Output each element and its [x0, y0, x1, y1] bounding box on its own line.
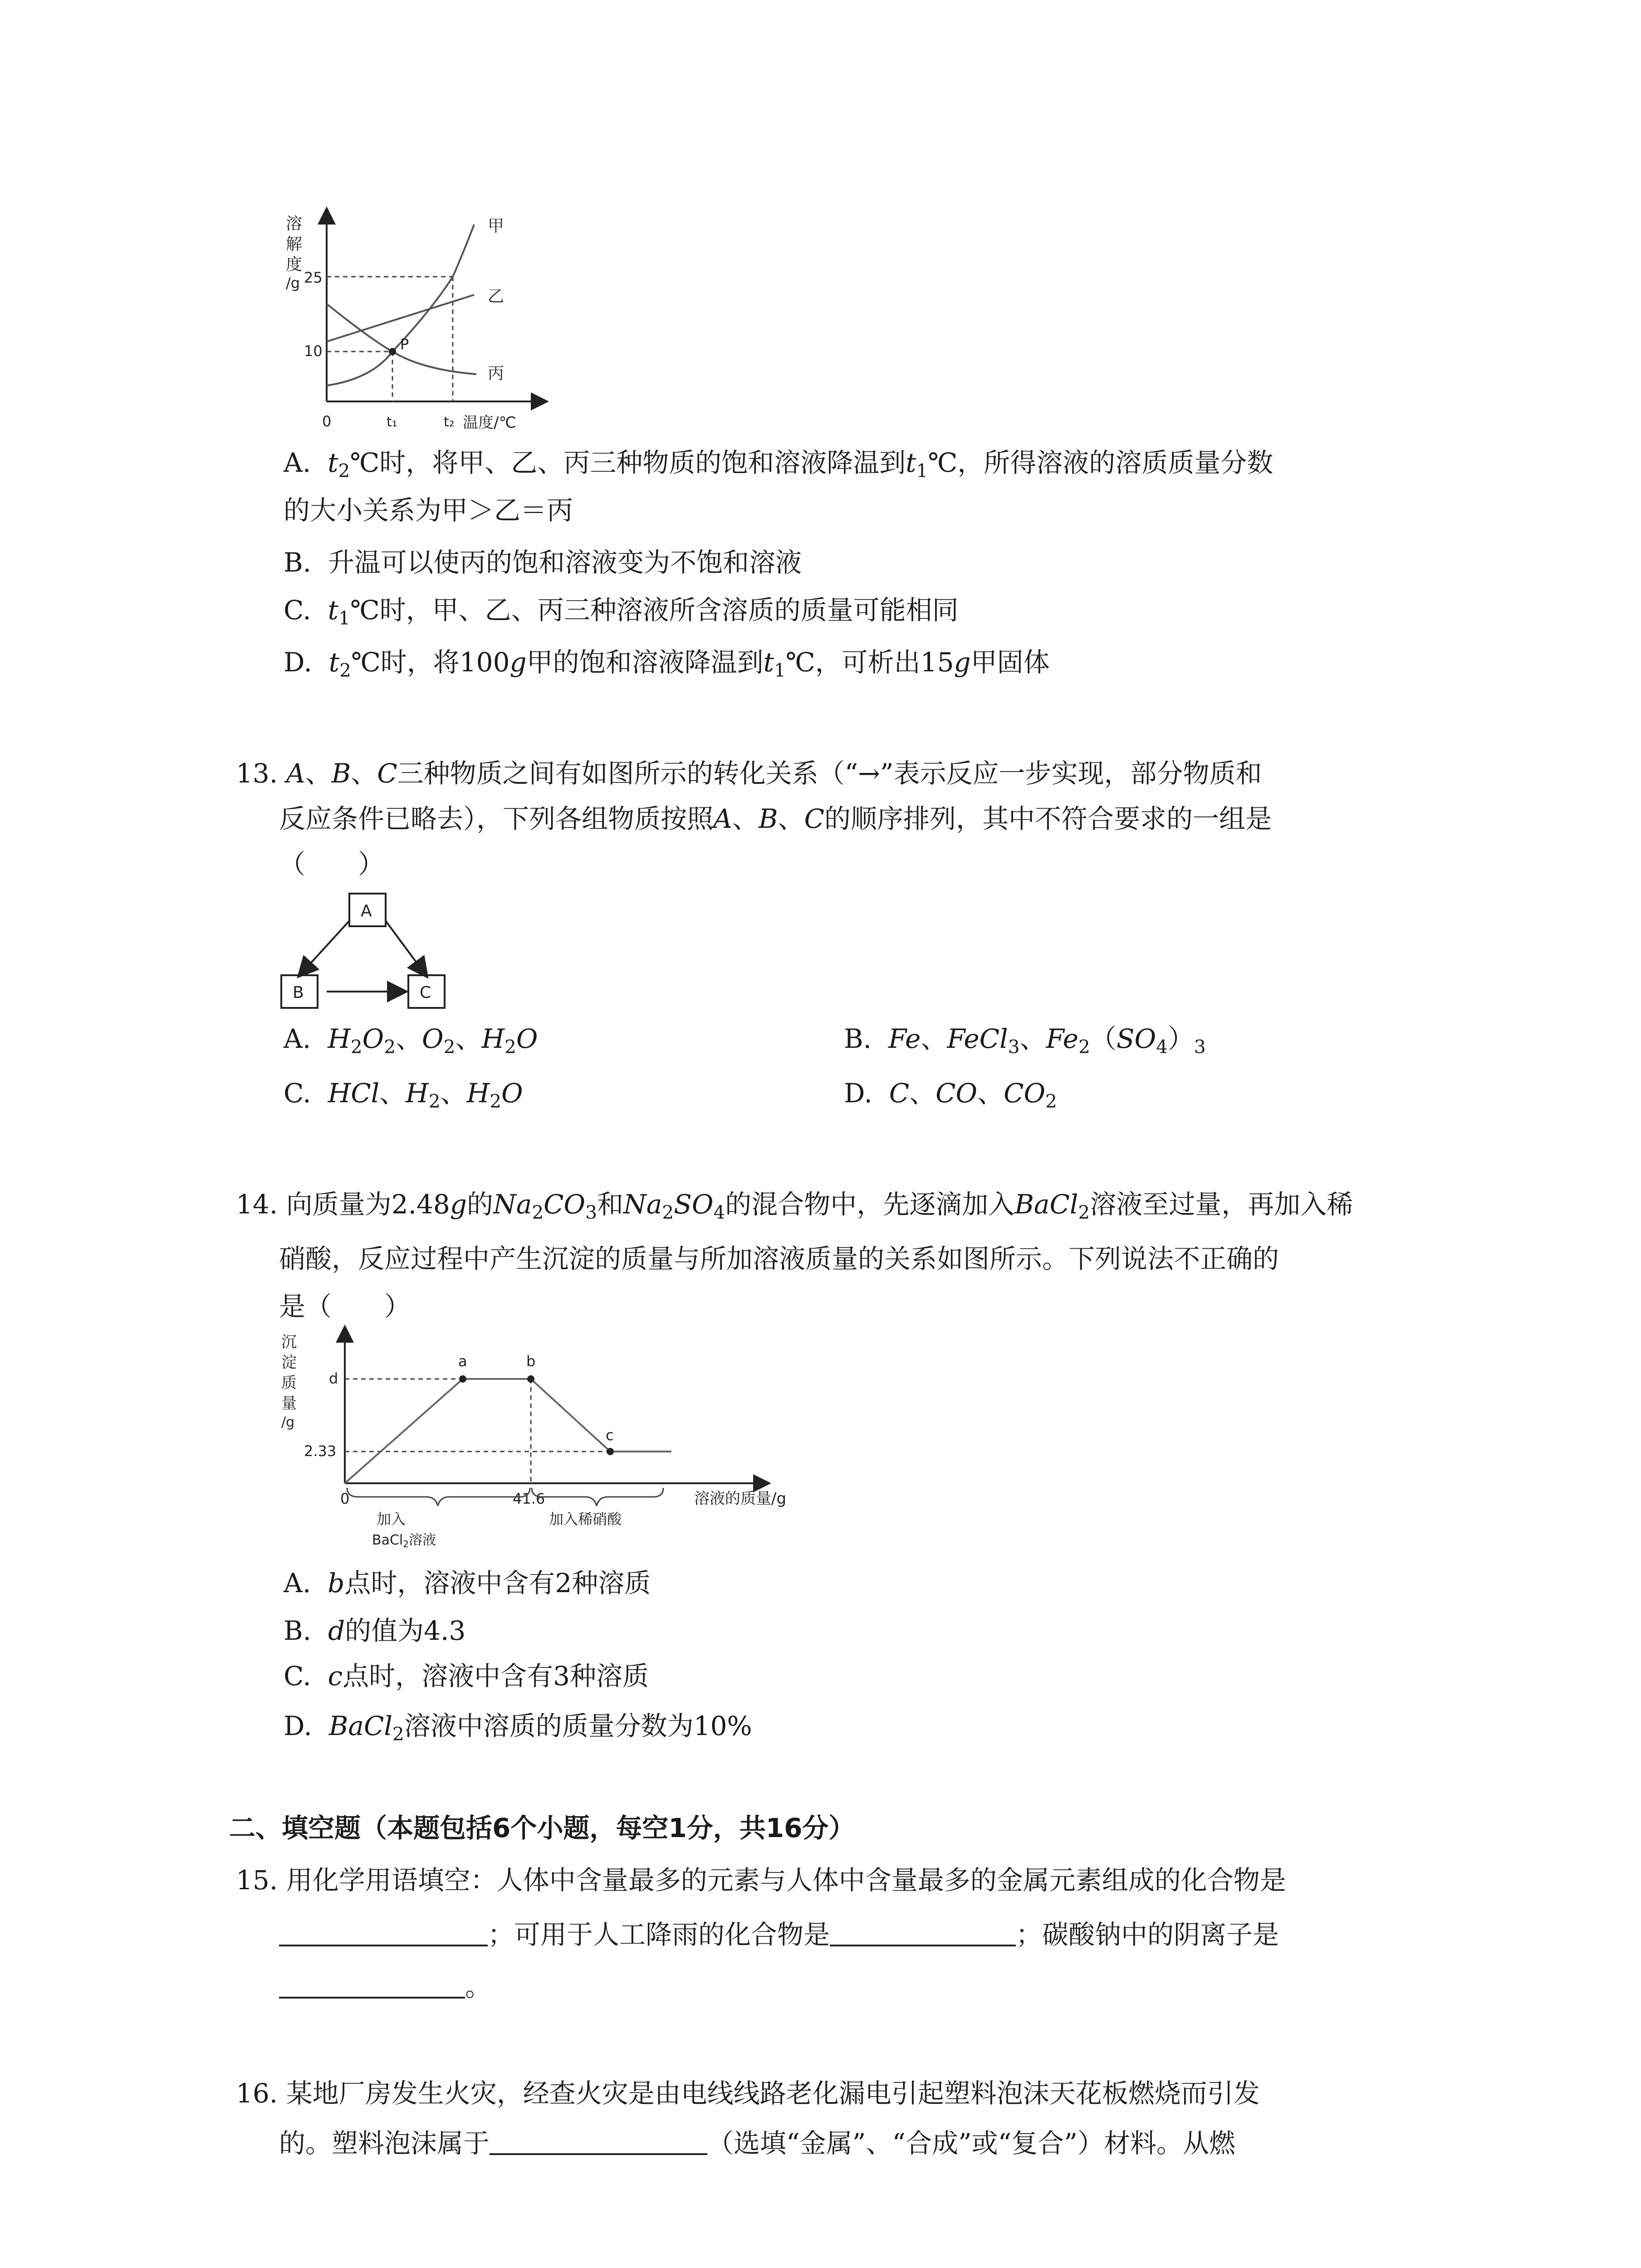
q16-line2: 的。塑料泡沫属于 （选填“金属”、“合成”或“复合”）材料。从燃 [279, 2128, 1235, 2159]
curve-yi [327, 295, 474, 342]
q13-line1: 13. A、B、C三种物质之间有如图所示的转化关系（“→”表示反应一步实现，部分物质和 [236, 758, 1262, 789]
y-tick-25: 25 [304, 269, 323, 286]
arrow-a-c [386, 921, 424, 973]
x-axis-label: 温度/℃ [463, 414, 516, 432]
q14-segment1-label-1: 加入 [377, 1510, 406, 1528]
y-tick-10: 10 [304, 342, 323, 360]
x-tick-0: 0 [322, 413, 332, 430]
q14-brace-1 [347, 1488, 530, 1506]
q13-option-d: D. C、CO、$CO_2$ [844, 1078, 1057, 1112]
q14-point-a-label: a [458, 1353, 467, 1370]
q14-y-tick-d: d [329, 1370, 338, 1387]
q14-segment2-label: 加入稀硝酸 [549, 1510, 622, 1528]
q14-line1: 14. 向质量为2.48g的$Na_2CO_3$和$Na_2SO_4$的混合物中，先逐滴加入BaCl$_2$溶液至过量，再加入稀 [236, 1189, 1353, 1223]
q13-option-a: A. $H_2O_2$、$O_2$、$H_2O$ [284, 1023, 538, 1058]
q14-point-c [607, 1448, 614, 1455]
q15-blank-2[interactable] [830, 1919, 1016, 1946]
q14-y-tick-233: 2.33 [304, 1442, 337, 1460]
y-title-4: /g [286, 274, 300, 292]
q14-point-b [527, 1375, 534, 1383]
q14-point-a [459, 1375, 466, 1383]
q15-blank-1[interactable] [279, 1919, 488, 1946]
q13-line2: 反应条件已略去），下列各组物质按照A、B、C的顺序排列，其中不符合要求的一组是 [279, 803, 1272, 834]
q12-option-a-line1: A. $t_2℃$时，将甲、乙、丙三种物质的饱和溶液降温到$t_1℃$，所得溶液的溶质质量分数 [284, 447, 1274, 482]
arrow-a-b [302, 921, 349, 973]
curve-jia [327, 225, 474, 386]
solubility-chart [268, 206, 549, 442]
conversion-diagram [277, 889, 467, 1016]
q14-line2: 硝酸，反应过程中产生沉淀的质量与所加溶液质量的关系如图所示。下列说法不正确的 [279, 1243, 1279, 1274]
q14-point-c-label: c [606, 1427, 614, 1444]
q12-option-a-line2: 的大小关系为甲＞乙＝丙 [284, 495, 573, 526]
q14-option-a: A. b点时，溶液中含有2种溶质 [284, 1568, 651, 1598]
q14-y-title-1: 沉 [281, 1333, 297, 1351]
q14-y-title-3: 质 [281, 1374, 297, 1392]
q12-option-c: C. $t_1℃$时，甲、乙、丙三种溶液所含溶质的质量可能相同 [284, 595, 959, 629]
q16-line1: 16. 某地厂房发生火灾，经查火灾是由电线线路老化漏电引起塑料泡沫天花板燃烧而引发 [236, 2078, 1260, 2109]
q12-option-d: D. $t_2℃$时，将100g甲的饱和溶液降温到$t_1℃$，可析出15g甲固体 [284, 647, 1050, 681]
q14-y-title-5: /g [281, 1414, 295, 1430]
q14-y-title-4: 量 [281, 1394, 297, 1413]
section2-title: 二、填空题（本题包括6个小题，每空1分，共16分） [229, 1813, 855, 1843]
x-tick-t2: t₂ [444, 414, 455, 430]
q16-blank-1[interactable] [490, 2128, 707, 2155]
series-label-jia: 甲 [488, 217, 505, 235]
q14-segment1-label-2: BaCl$_2$溶液 [372, 1532, 436, 1549]
q13-option-c: C. HCl、$H_2$、$H_2O$ [284, 1078, 523, 1112]
y-title-2: 解 [286, 235, 303, 254]
q14-x-axis-label: 溶液的质量/g [694, 1490, 787, 1508]
point-p-label: P [400, 336, 409, 353]
q14-option-c: C. c点时，溶液中含有3种溶质 [284, 1661, 649, 1691]
y-title-3: 度 [286, 255, 303, 274]
box-b-label: B [293, 983, 304, 1002]
point-p [389, 348, 396, 355]
series-label-bing: 丙 [488, 364, 505, 383]
q15-line1: 15. 用化学用语填空：人体中含量最多的元素与人体中含量最多的金属元素组成的化合物是 [236, 1865, 1286, 1896]
q14-option-d: D. BaCl$_2$溶液中溶质的质量分数为10% [284, 1711, 752, 1745]
q14-curve [345, 1379, 671, 1483]
x-tick-t1: t₁ [387, 414, 397, 430]
precipitate-chart [272, 1325, 817, 1560]
q14-y-title-2: 淀 [281, 1354, 297, 1372]
q14-line3: 是（ ） [279, 1291, 411, 1322]
q14-x-tick-416: 41.6 [513, 1490, 545, 1507]
y-title-1: 溶 [286, 215, 303, 233]
q13-option-b: B. Fe、FeCl$_3$、$Fe_2(SO_4)_3$ [844, 1023, 1206, 1058]
box-c-label: C [420, 983, 431, 1002]
q14-point-b-label: b [526, 1353, 536, 1370]
q13-line3: （ ） [279, 849, 385, 880]
q15-line2: ；可用于人工降雨的化合物是 ；碳酸钠中的阴离子是 [279, 1916, 1279, 1953]
box-a-label: A [361, 902, 372, 920]
q12-option-b: B. 升温可以使丙的饱和溶液变为不饱和溶液 [284, 547, 802, 578]
q15-line3: 。 [279, 1969, 491, 2005]
q14-x-tick-0: 0 [340, 1490, 350, 1507]
page-number [789, 2263, 836, 2268]
q14-brace-2 [532, 1488, 663, 1506]
series-label-yi: 乙 [488, 287, 505, 306]
q15-blank-3[interactable] [279, 1971, 465, 1999]
q14-option-b: B. d的值为4.3 [284, 1615, 466, 1646]
